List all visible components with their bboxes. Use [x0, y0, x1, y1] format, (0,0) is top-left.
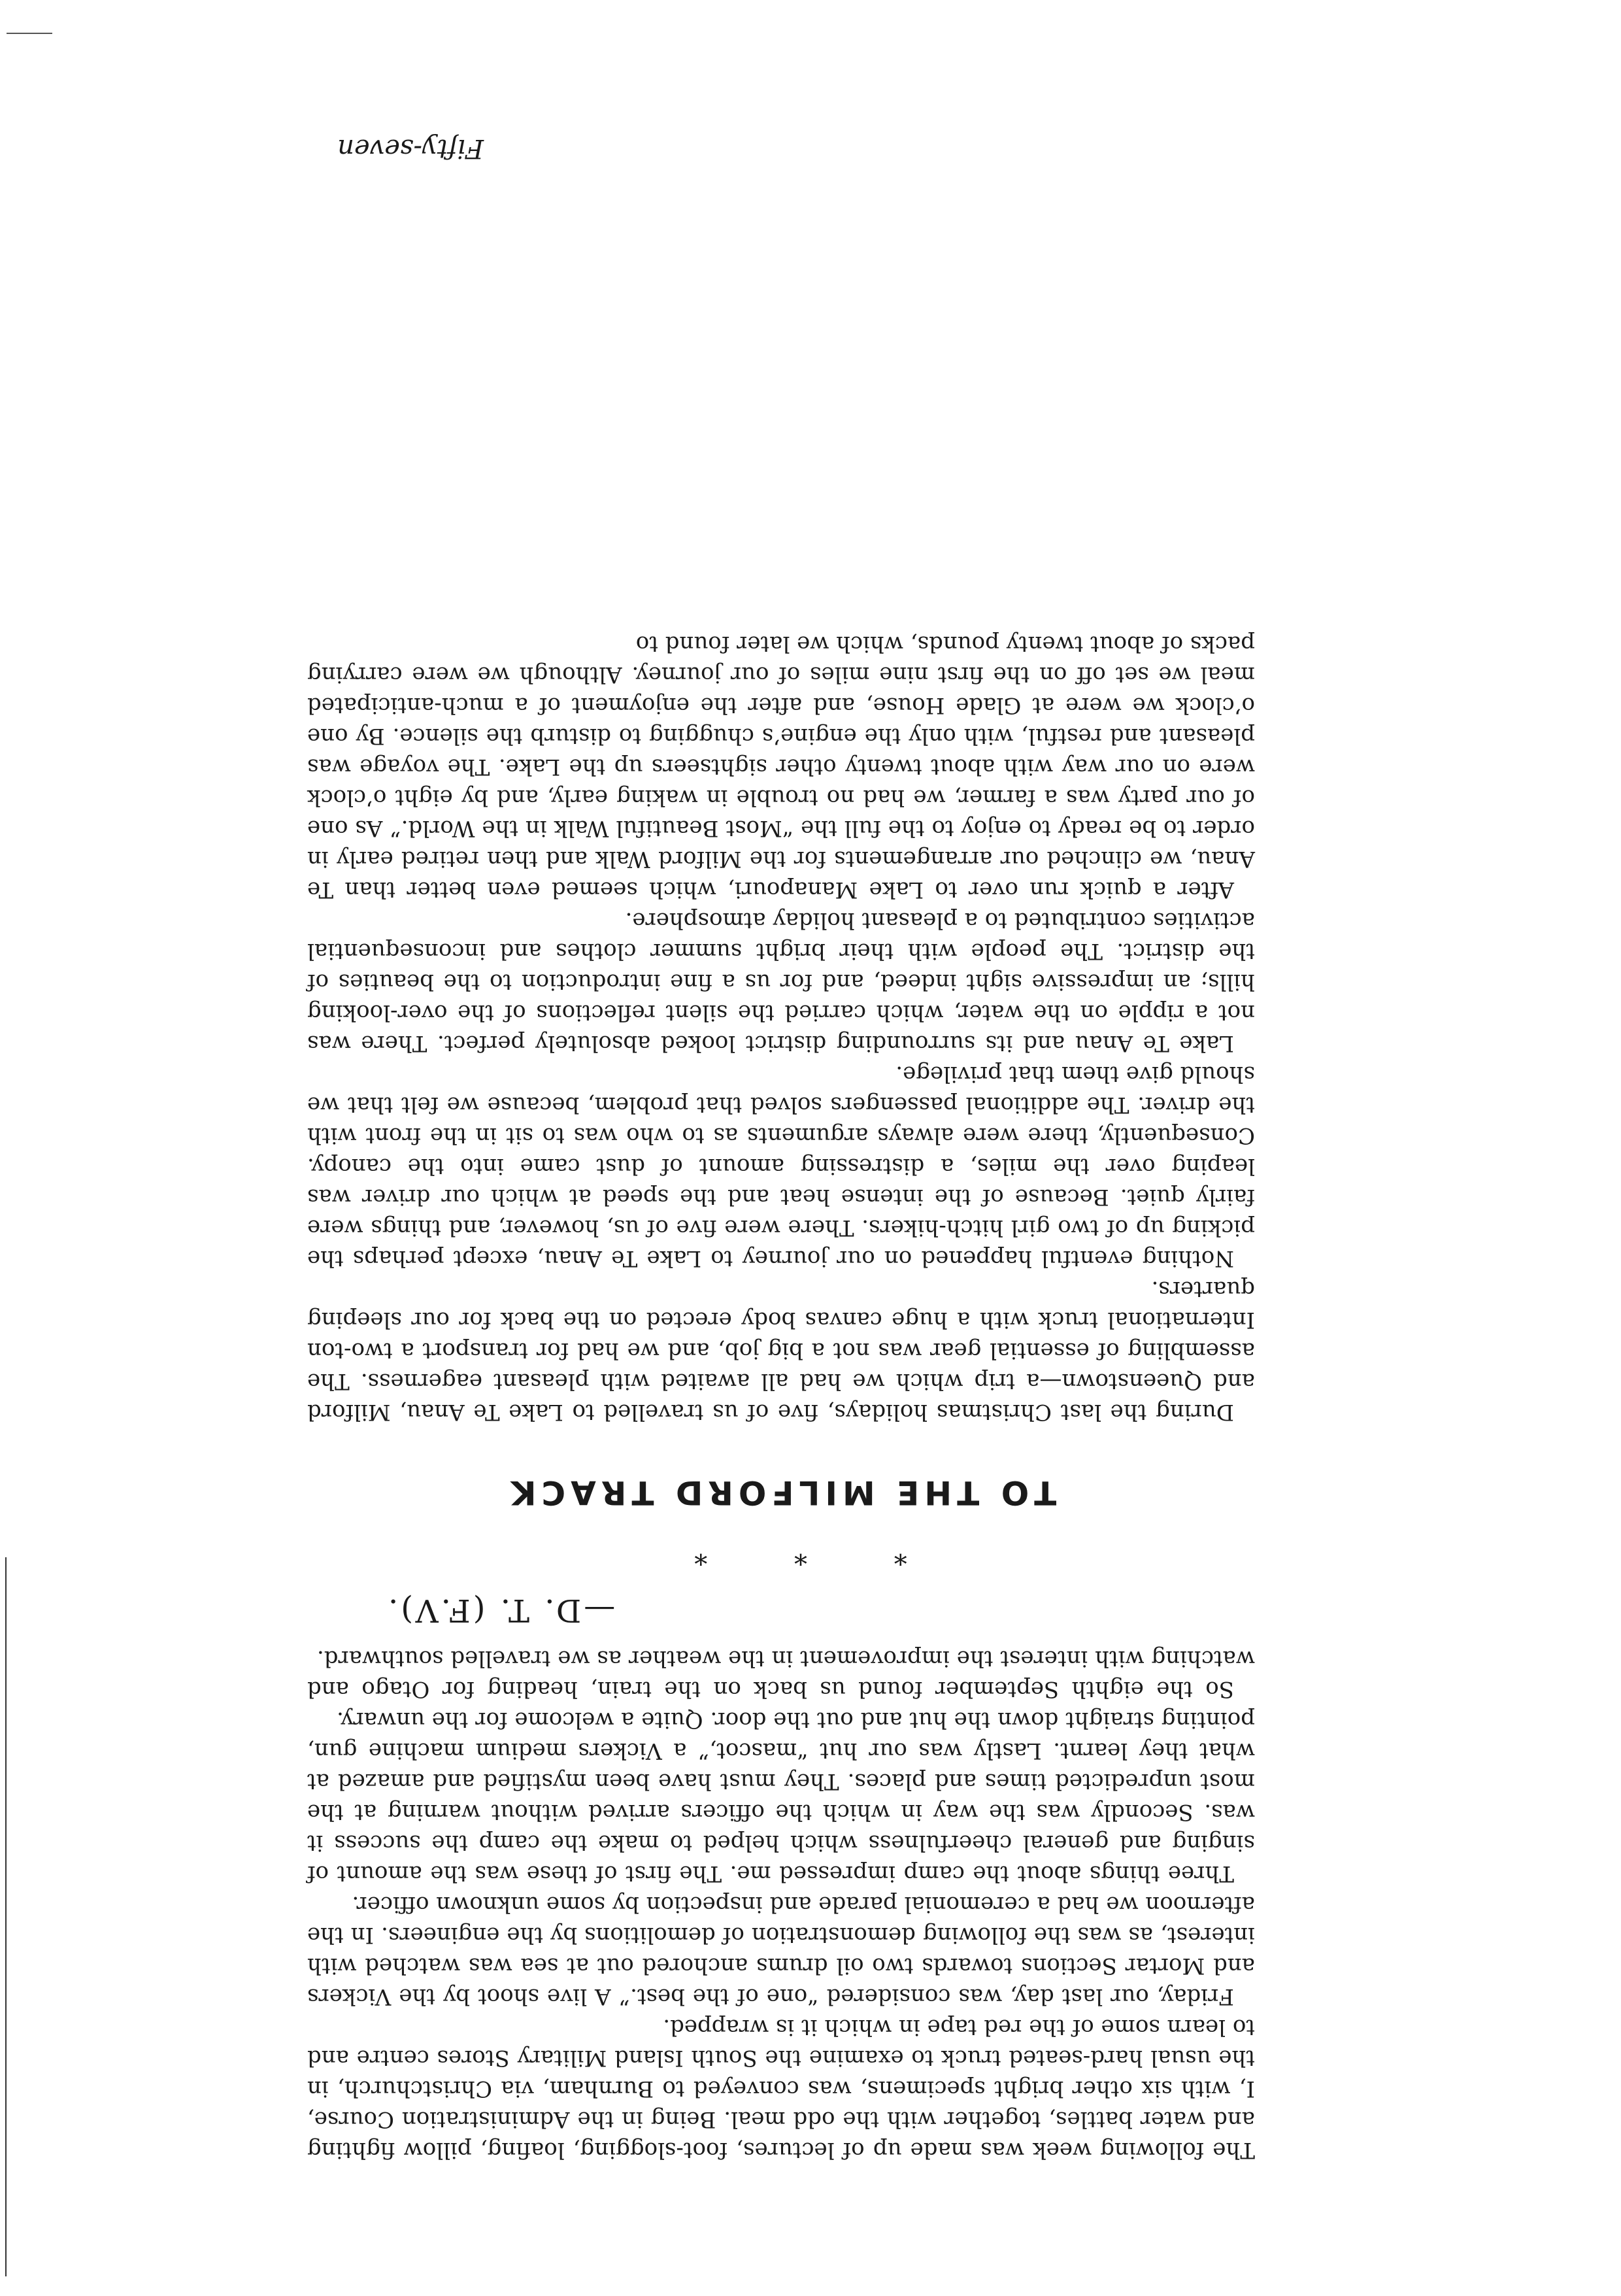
paragraph: During the last Christmas holidays, five of us travelled to Lake Te Anau, Milford and Queenstown—a trip which we had all awaited with pleasant eagerness. The assembling of essential gear was not a big job, and we had for transport a two-ton International truck with a huge canvas body erected on the back for our sleeping quarters. [307, 1276, 1255, 1425]
article-title: TO THE MILFORD TRACK [505, 1474, 1057, 1511]
paragraph: Lake Te Anau and its surrounding district looked absolutely perfect. There was not a ripple on the water, which carried the silent reflections of the over-looking hills; an impressive sight indeed, and for us a fine introduction to the beauties of the district. The people with their bright summer clothes and inconsequential activities contributed to a pleasant holiday atmosphere. [307, 907, 1255, 1056]
paragraph: The following week was made up of lectures, foot-slogging, loafing, pillow fighting and water battles, together with the odd meal. Being in the Administration Course, I, with six other bright specimens, was conveyed to Burnham, via Christchurch, in the usual hard-seated truck to examine the South Island Military Stores centre and to learn some of the red tape in which it is wrapped. [307, 2014, 1255, 2163]
page-content [307, 628, 1255, 2165]
paragraph: Friday, our last day, was considered “one of the best.” A live shoot by the Vickers and Mortar Sections towards two oil drums anchored out at sea was watched with interest, as was the following demonstration of demolitions by the engineers. In the afternoon we had a ceremonial parade and inspection by some unknown officer. [307, 1891, 1255, 2010]
paragraph: Nothing eventful happened on our journey to Lake Te Anau, except perhaps the picking up of two girl hitch-hikers. There were five of us, however, and things were fairly quiet. Because of the intense heat and the speed at which our driver was leaping over the miles, a distressing amount of dust came into the canopy. Consequently, there were always arguments as to who was to sit in the front with the driver. The additional passengers solved that problem, because we felt that we should give them that privilege. [307, 1061, 1255, 1272]
scan-edge-line [5, 1557, 7, 2276]
section-separator: * * * [655, 1540, 907, 1570]
paragraph: So the eighth September found us back on the train, heading for Otago and watching with interest the improvement in the weather as we travelled southward. [307, 1646, 1255, 1702]
paragraph: Three things about the camp impressed me. The first of these was the amount of singing and general cheerfulness which helped to make the camp the success it was. Secondly was the way in which the officers arrived without warning at the most unpredicted times and places. They must have been mystified and amazed at what they learnt. Lastly was our hut “mascot,” a Vickers medium machine gun, pointing straight down the hut and out the door. Quite a welcome for the unwary. [307, 1707, 1255, 1887]
scan-edge-tick [7, 33, 52, 34]
page-number: Fifty-seven [337, 133, 484, 163]
paragraph: After a quick run over to Lake Manapouri, which seemed even better than Te Anau, we clinched our arrangements for the Milford Walk and then retired early in order to be ready to enjoy to the full the “Most Beautiful Walk in the World.” As one of our party was a farmer, we had no trouble in waking early, and by eight o’clock were on our way with about twenty other sightseers up the Lake. The voyage was pleasant and restful, with only the engine’s chugging to disturb the silence. By one o’clock we were at Glade House, and after the enjoyment of a much-anticipated meal we set off on the first nine miles of our journey. Although we were carrying packs of about twenty pounds, which we later found to [307, 631, 1255, 903]
author-signature: —D. T. (F.V). [386, 1592, 616, 1629]
